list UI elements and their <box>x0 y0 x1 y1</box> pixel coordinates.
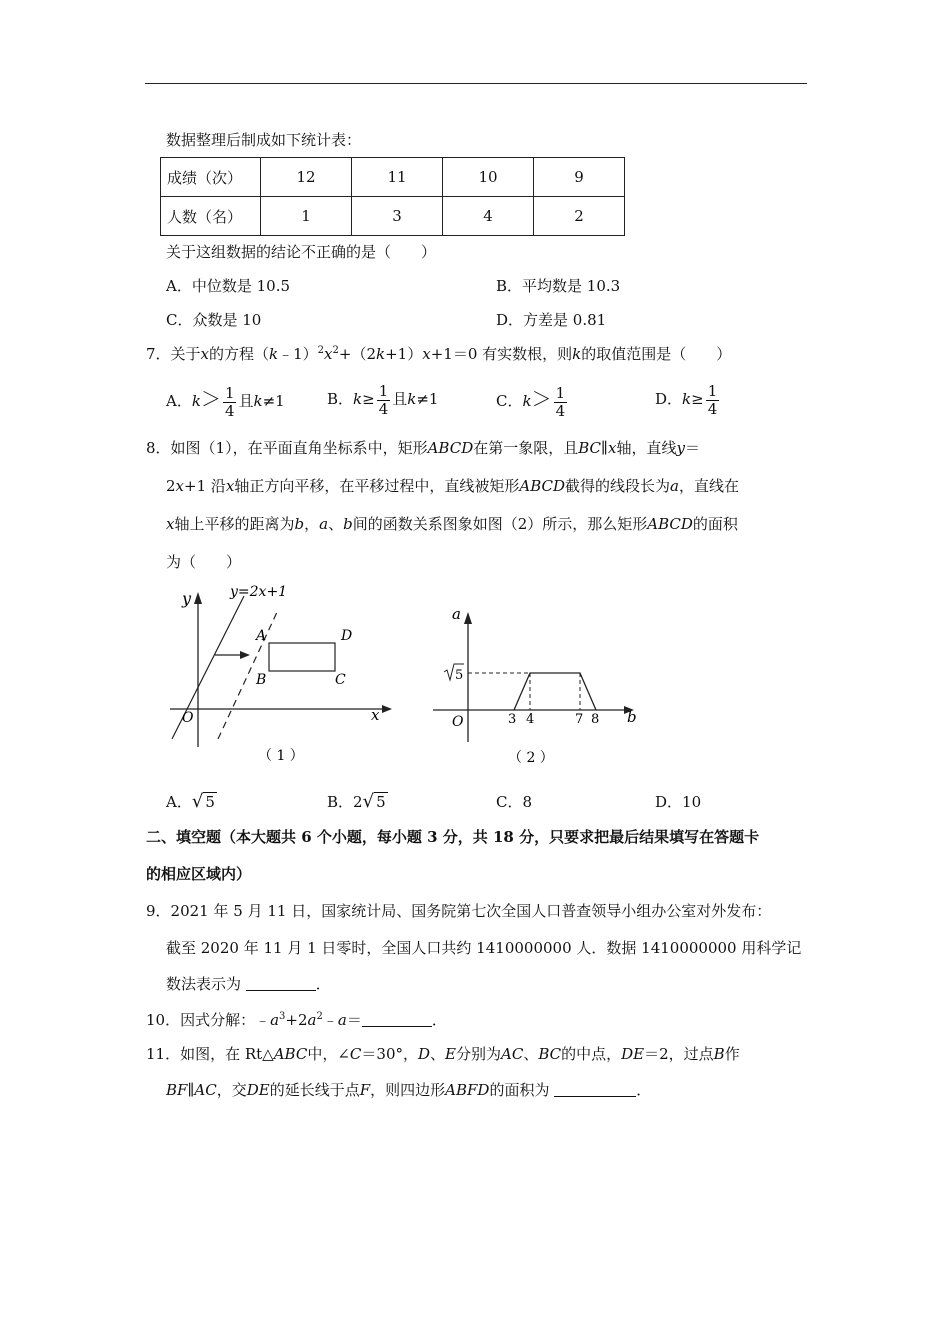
table-row <box>161 158 625 197</box>
tick-8: 8 <box>591 712 600 727</box>
q6-stem: 关于这组数据的结论不正确的是（ ） <box>166 243 437 261</box>
label-y: y <box>182 589 192 608</box>
table-cell: 11 <box>352 158 443 197</box>
q7-stem: 7．关于x的方程$(k﹣1)^2x^2+(2k+1)x+1=0$ 有实数根，则k的取值范围是（ ） <box>146 345 732 363</box>
q9-line-3: 数法表示为 ． <box>166 975 331 993</box>
fraction: $\frac{1}{4}$ <box>378 381 389 418</box>
a-axis-arrow <box>464 612 472 624</box>
q8-line-2: 2x+1 沿x轴正方向平移，在平移过程中，直线被矩形ABCD截得的线段长为a，直线在 <box>166 477 740 495</box>
q9-line-2: 截至 2020 年 11 月 1 日零时，全国人口共约 1410000000 人．数据 1410000000 用科学记 <box>166 939 802 957</box>
label-a: A <box>256 628 267 644</box>
tick-3: 3 <box>508 712 517 727</box>
fraction: $\frac{1}{4}$ <box>555 383 566 420</box>
label-line-equation: y=2x+1 <box>230 584 288 600</box>
q6-option-b: B．平均数是 10.3 <box>496 277 621 295</box>
table-cell: 1 <box>261 197 352 236</box>
header-rule <box>145 83 807 84</box>
table-cell: 3 <box>352 197 443 236</box>
q8-option-d: D．10 <box>655 793 702 811</box>
fraction: $\frac{1}{4}$ <box>224 383 235 420</box>
q8-option-c: C．8 <box>496 793 533 811</box>
table-header-score: 成绩（次） <box>161 158 261 197</box>
table-cell: 12 <box>261 158 352 197</box>
q8-option-b: B．2√ 5 <box>327 791 386 812</box>
q9-line-1: 9．2021 年 5 月 11 日，国家统计局、国务院第七次全国人口普查领导小组办公室对外发布： <box>146 902 772 920</box>
q7-option-d: D．k≥ $\frac{1}{4}$ <box>655 381 718 418</box>
x-axis-arrow <box>382 705 392 713</box>
q8-line-4: 为（ ） <box>166 553 242 571</box>
table-cell: 4 <box>443 197 534 236</box>
table-cell: 10 <box>443 158 534 197</box>
sqrt-expression: √ 5 <box>191 791 215 812</box>
function-graph <box>514 673 596 710</box>
q7-option-c: C．k＞ $\frac{1}{4}$ <box>496 383 566 420</box>
label-b-axis: b <box>627 708 637 726</box>
stats-table <box>160 157 625 236</box>
q6-option-d: D．方差是 0.81 <box>496 311 607 329</box>
tick-7: 7 <box>575 712 584 727</box>
label-x: x <box>371 706 380 724</box>
y-axis-arrow <box>194 592 202 604</box>
q8-line-3: x轴上平移的距离为b，a、b间的函数关系图象如图（2）所示，那么矩形ABCD的面积 <box>166 515 738 533</box>
q6-option-a: A．中位数是 10.5 <box>166 277 290 295</box>
table-cell: 2 <box>534 197 625 236</box>
label-sqrt5: 5 <box>455 668 464 683</box>
table-cell: 9 <box>534 158 625 197</box>
q7-option-a: A．k＞ $\frac{1}{4}$ 且k≠1 <box>166 383 285 420</box>
label-b: B <box>256 672 267 688</box>
section-2-heading: 二、填空题（本大题共 6 个小题，每小题 3 分，共 18 分，只要求把最后结果填写在答题卡 <box>146 828 760 846</box>
figure-2-caption: （ 2 ） <box>508 750 554 766</box>
shift-arrow-head <box>240 651 250 659</box>
table-intro: 数据整理后制成如下统计表： <box>166 131 362 149</box>
label-origin: O <box>182 710 194 726</box>
q8-option-a: A．√ 5 <box>166 791 215 812</box>
label-c: C <box>335 672 346 688</box>
label-d: D <box>341 628 353 644</box>
q8-line-1: 8．如图（1），在平面直角坐标系中，矩形ABCD在第一象限，且BC∥x轴，直线y＝ <box>146 439 700 457</box>
table-header-count: 人数（名） <box>161 197 261 236</box>
answer-blank[interactable] <box>554 1082 636 1097</box>
tick-4: 4 <box>526 712 535 727</box>
figure-1-caption: （ 1 ） <box>258 748 304 764</box>
figure-2 <box>428 592 658 777</box>
table-row <box>161 197 625 236</box>
figure-1 <box>160 582 400 772</box>
sqrt-expression: √ 5 <box>362 791 386 812</box>
rectangle-abcd <box>269 643 335 671</box>
q11-line-2: BF∥AC，交DE的延长线于点F，则四边形ABFD的面积为 ． <box>166 1081 652 1099</box>
label-origin-2: O <box>452 714 464 730</box>
q10-line: 10．因式分解：$﹣a^3+2a^2﹣a=$ ． <box>146 1011 447 1029</box>
answer-blank[interactable] <box>362 1012 432 1027</box>
label-a-axis: a <box>452 605 461 623</box>
q7-option-b: B．k≥ $\frac{1}{4}$ 且k≠1 <box>327 381 439 418</box>
q6-option-c: C．众数是 10 <box>166 311 262 329</box>
q11-line-1: 11．如图，在 Rt△ABC中，∠C＝30°，D、E分别为AC、BC的中点，DE＝2，过点B作 <box>146 1045 740 1063</box>
fraction: $\frac{1}{4}$ <box>707 381 718 418</box>
section-2-heading-cont: 的相应区域内） <box>146 865 252 883</box>
answer-blank[interactable] <box>246 976 316 991</box>
